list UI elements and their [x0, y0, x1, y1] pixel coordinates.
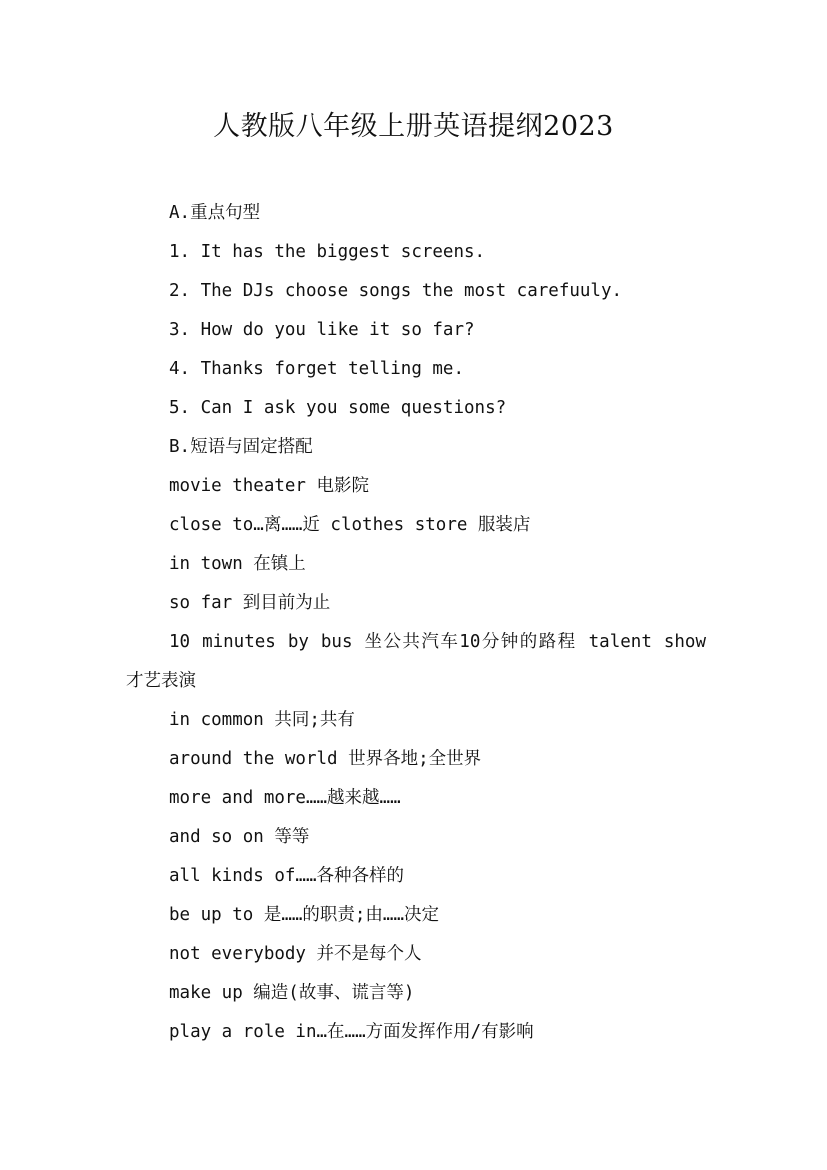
phrase-line: not everybody 并不是每个人: [169, 944, 422, 964]
phrase-line: play a role in…在……方面发挥作用/有影响: [169, 1022, 534, 1042]
phrase-line: around the world 世界各地;全世界: [169, 749, 482, 769]
sentence-line-2: 2. The DJs choose songs the most carefuuly.: [169, 281, 623, 301]
section-heading-sentences: A.重点句型: [169, 203, 261, 223]
document-title: 人教版八年级上册英语提纲2023: [213, 111, 614, 142]
phrase-line: so far 到目前为止: [169, 593, 331, 613]
phrase-line: and so on 等等: [169, 827, 310, 847]
phrase-line: in town 在镇上: [169, 554, 306, 574]
document-body: [126, 194, 706, 1052]
phrase-line: close to…离……近 clothes store 服装店: [169, 515, 531, 535]
sentence-line-5: 5. Can I ask you some questions?: [169, 398, 507, 418]
sentence-line-1: 1. It has the biggest screens.: [169, 242, 486, 262]
sentence-line-4: 4. Thanks forget telling me.: [169, 359, 465, 379]
phrase-line-wrapped: 10 minutes by bus 坐公共汽车10分钟的路程 talent show 才艺表演: [126, 632, 706, 691]
section-heading-phrases: B.短语与固定搭配: [169, 437, 313, 457]
phrase-line: make up 编造(故事、谎言等): [169, 983, 415, 1003]
sentence-line-3: 3. How do you like it so far?: [169, 320, 475, 340]
phrase-line: be up to 是……的职责;由……决定: [169, 905, 440, 925]
phrase-line: all kinds of……各种各样的: [169, 866, 405, 886]
phrase-line: more and more……越来越……: [169, 788, 401, 808]
phrase-line: in common 共同;共有: [169, 710, 355, 730]
phrase-line: movie theater 电影院: [169, 476, 370, 496]
